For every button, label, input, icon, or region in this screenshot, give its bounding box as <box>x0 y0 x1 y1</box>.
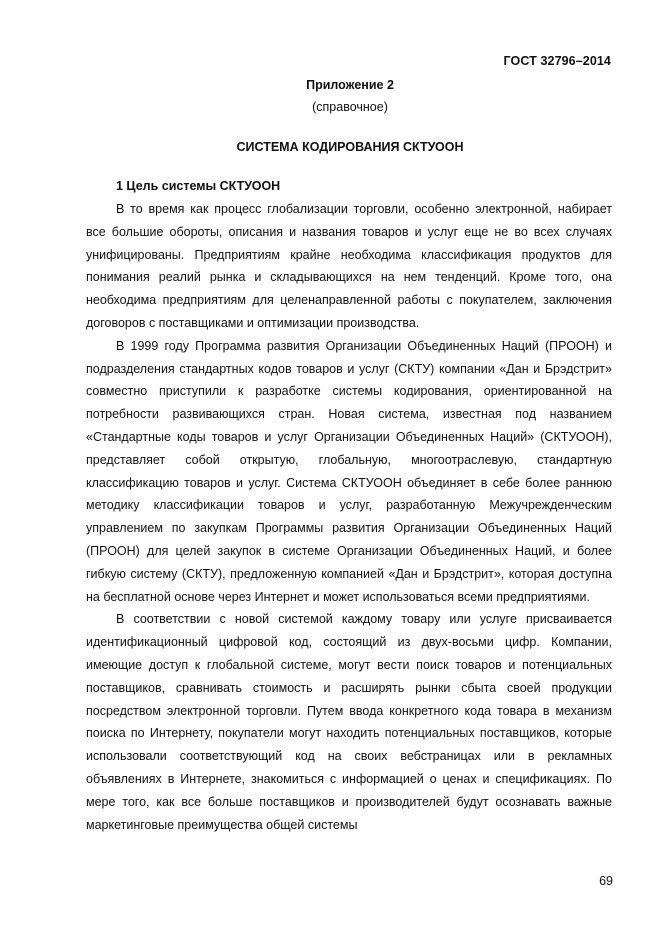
appendix-title: Приложение 2 <box>306 78 394 92</box>
appendix-subtitle: (справочное) <box>312 100 388 114</box>
paragraph: В 1999 году Программа развития Организации Объединенных Наций (ПРООН) и подразделения стандартных кодов товаров и услуг (СКТУ) компании «Дан и Брэдстрит» совместно приступили к разработке системы кодирования, ориентированной на потребности развивающихся стран. Новая система, известная под названием «Стандартные коды товаров и услуг Организации Объединенных Наций» (СКТУООН), представляет собой открытую, глобальную, многоотраслевую, стандартную классификацию товаров и услуг. Система СКТУООН объединяет в себе более раннюю методику классификации товаров и услуг, разработанную Межучрежденческим управлением по закупкам Программы развития Организации Объединенных Наций (ПРООН) для целей закупок в системе Организации Объединенных Наций, и более гибкую систему (СКТУ), предложенную компанией «Дан и Брэдстрит», которая доступна на бесплатной основе через Интернет и может использоваться всеми предприятиями. <box>86 338 612 604</box>
body-text <box>86 198 612 836</box>
page-number: 69 <box>599 874 613 888</box>
paragraph: В то время как процесс глобализации торговли, особенно электронной, набирает все большие обороты, описания и названия товаров и услуг еще не во всех случаях унифицированы. Предприятиям крайне необходима классификация продуктов для понимания реалий рынка и складывающихся на нем тенденций. Кроме того, она необходима предприятиям для целенаправленной работы с покупателем, заключения договоров с поставщиками и оптимизации производства. <box>86 202 612 330</box>
paragraph: В соответствии с новой системой каждому товару или услуге присваивается идентификационный цифровой код, состоящий из двух-восьми цифр. Компании, имеющие доступ к глобальной системе, могут вести поиск товаров и потенциальных поставщиков, сравнивать стоимость и расширять рынки сбыта своей продукции посредством электронной торговли. Путем ввода конкретного кода товара в механизм поиска по Интернету, покупатели могут находить потенциальных поставщиков, которые использовали соответствующий код на своих вебстраницах или в рекламных объявлениях в Интернете, знакомиться с информацией о ценах и спецификациях. По мере того, как все больше поставщиков и производителей будут осознавать важные маркетинговые преимущества общей системы <box>86 612 612 832</box>
standard-designation: ГОСТ 32796–2014 <box>503 54 611 68</box>
document-title: СИСТЕМА КОДИРОВАНИЯ СКТУООН <box>236 140 464 154</box>
section-heading: 1 Цель системы СКТУООН <box>116 179 281 193</box>
